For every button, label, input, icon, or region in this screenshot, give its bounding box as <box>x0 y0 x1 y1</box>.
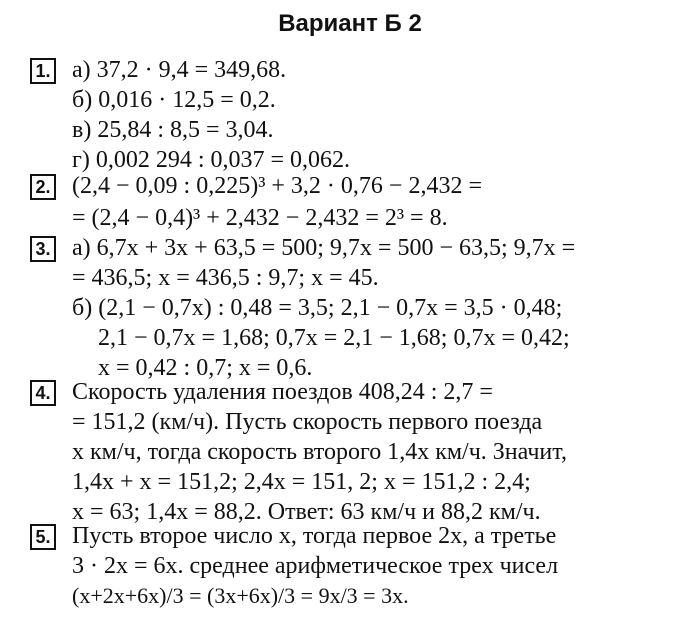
problem-line: г) 0,002 294 : 0,037 = 0,062. <box>72 147 351 173</box>
problem-line: а) 6,7x + 3x + 63,5 = 500; 9,7x = 500 − 63,5; 9,7x = <box>72 235 576 261</box>
problem-line: в) 25,84 : 8,5 = 3,04. <box>72 117 274 143</box>
problem-line: = 151,2 (км/ч). Пусть скорость первого поезда <box>72 409 543 435</box>
problem-line: а) 37,2 · 9,4 = 349,68. <box>72 57 287 83</box>
problem-line: = (2,4 − 0,4)³ + 2,432 − 2,432 = 2³ = 8. <box>72 205 448 231</box>
problem-line: (2,4 − 0,09 : 0,225)³ + 3,2 · 0,76 − 2,432 = <box>72 173 482 199</box>
problem-line: б) (2,1 − 0,7x) : 0,48 = 3,5; 2,1 − 0,7x = 3,5 · 0,48; <box>72 295 563 321</box>
problem-line: x = 0,42 : 0,7; x = 0,6. <box>98 355 313 381</box>
problem-number-box: 5. <box>30 524 56 550</box>
problem-line: x км/ч, тогда скорость второго 1,4x км/ч. Значит, <box>72 439 567 465</box>
problem-line: 3 · 2x = 6x. среднее арифметическое трех чисел <box>72 553 559 579</box>
problem-line: б) 0,016 · 12,5 = 0,2. <box>72 87 276 113</box>
problem-line: Скорость удаления поездов 408,24 : 2,7 = <box>72 379 493 405</box>
problem-line: x = 63; 1,4x = 88,2. Ответ: 63 км/ч и 88,2 км/ч. <box>72 499 541 525</box>
problem-line: 1,4x + x = 151,2; 2,4x = 151, 2; x = 151,2 : 2,4; <box>72 469 531 495</box>
problem-number-box: 2. <box>30 174 56 200</box>
page-title: Вариант Б 2 <box>278 10 422 37</box>
problem-line: 2,1 − 0,7x = 1,68; 0,7x = 2,1 − 1,68; 0,7x = 0,42; <box>98 325 570 351</box>
problem-line: Пусть второе число x, тогда первое 2x, а третье <box>72 523 557 549</box>
problem-number-box: 3. <box>30 236 56 262</box>
problem-number-box: 4. <box>30 380 56 406</box>
problem-line: (x+2x+6x)/3 = (3x+6x)/3 = 9x/3 = 3x. <box>72 583 409 608</box>
problem-number-box: 1. <box>30 58 56 84</box>
problem-line: = 436,5; x = 436,5 : 9,7; x = 45. <box>72 265 379 291</box>
